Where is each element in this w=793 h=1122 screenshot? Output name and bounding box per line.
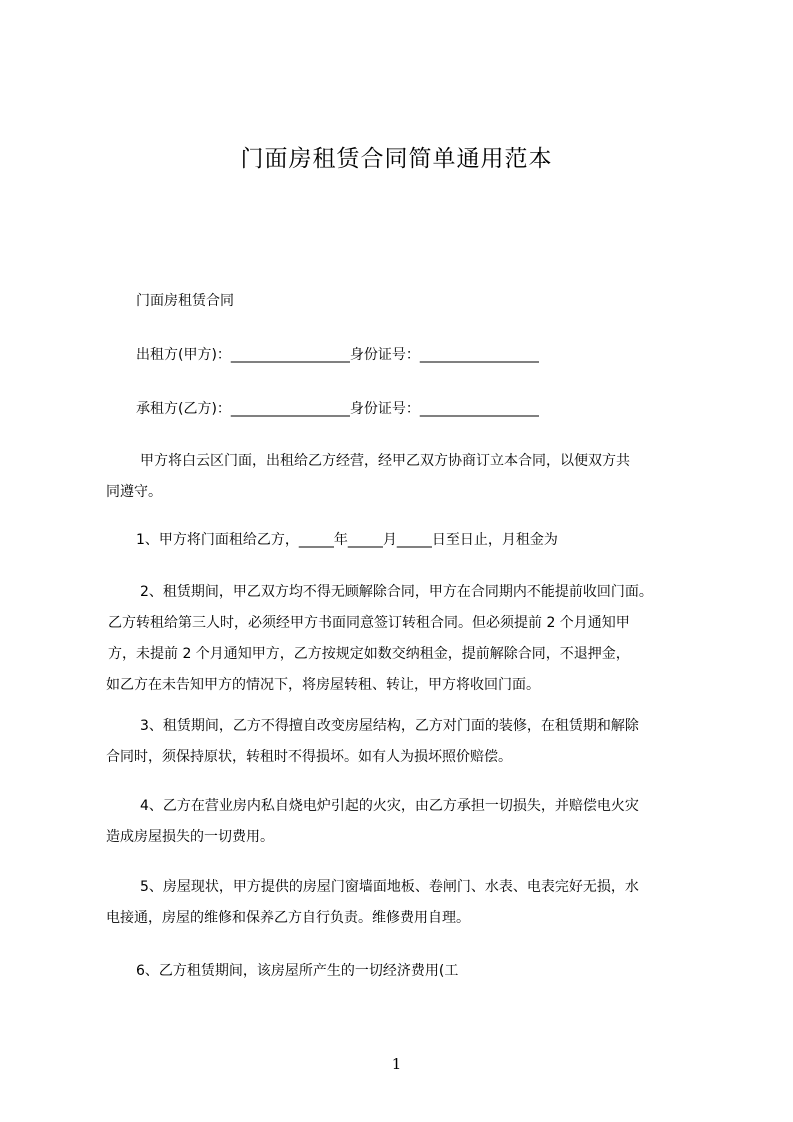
intro-paragraph: [106, 446, 630, 508]
clause-1: 1、甲方将门面租给乙方，_____年_____月_____日至日止，月租金为: [136, 532, 558, 548]
clause-4-line-1: 4、乙方在营业房内私自烧电炉引起的火灾，由乙方承担一切损失，并赔偿电火灾: [140, 798, 639, 814]
clause-4-line-2: 造成房屋损失的一切费用。: [106, 829, 274, 845]
document-title: 门面房租赁合同简单通用范本: [240, 146, 553, 172]
clause-4: [106, 791, 639, 853]
clause-5-line-1: 5、房屋现状，甲方提供的房屋门窗墙面地板、卷闸门、水表、电表完好无损，水: [140, 879, 639, 895]
contract-subtitle: 门面房租赁合同: [136, 293, 234, 309]
clause-5-line-2: 电接通，房屋的维修和保养乙方自行负责。维修费用自理。: [106, 910, 470, 926]
intro-line-2: 同遵守。: [106, 484, 162, 500]
page-number: 1: [391, 1055, 402, 1073]
clause-3-line-1: 3、租赁期间，乙方不得擅自改变房屋结构，乙方对门面的装修，在租赁期和解除: [140, 718, 639, 734]
party-b-line: 承租方(乙方)：_________________身份证号：_________________: [136, 401, 539, 417]
clause-2-line-4: 如乙方在未告知甲方的情况下，将房屋转租、转让，甲方将收回门面。: [106, 677, 540, 693]
clause-5: [106, 872, 639, 934]
clause-2-line-1: 2、租赁期间，甲乙双方均不得无顾解除合同，甲方在合同期内不能提前收回门面。: [140, 584, 653, 600]
clause-2-line-3: 方，未提前 2 个月通知甲方，乙方按规定如数交纳租金，提前解除合同，不退押金，: [108, 646, 630, 662]
clause-3-line-2: 合同时，须保持原状，转租时不得损坏。如有人为损坏照价赔偿。: [106, 749, 512, 765]
clause-3: [106, 711, 639, 773]
clause-2: [106, 577, 653, 701]
party-a-line: 出租方(甲方)：_________________身份证号：_________________: [136, 347, 539, 363]
intro-line-1: 甲方将白云区门面，出租给乙方经营，经甲乙双方协商订立本合同，以便双方共: [140, 453, 630, 469]
clause-6: 6、乙方租赁期间，该房屋所产生的一切经济费用(工: [136, 963, 459, 979]
clause-2-line-2: 乙方转租给第三人时，必须经甲方书面同意签订转租合同。但必须提前 2 个月通知甲: [108, 615, 630, 631]
